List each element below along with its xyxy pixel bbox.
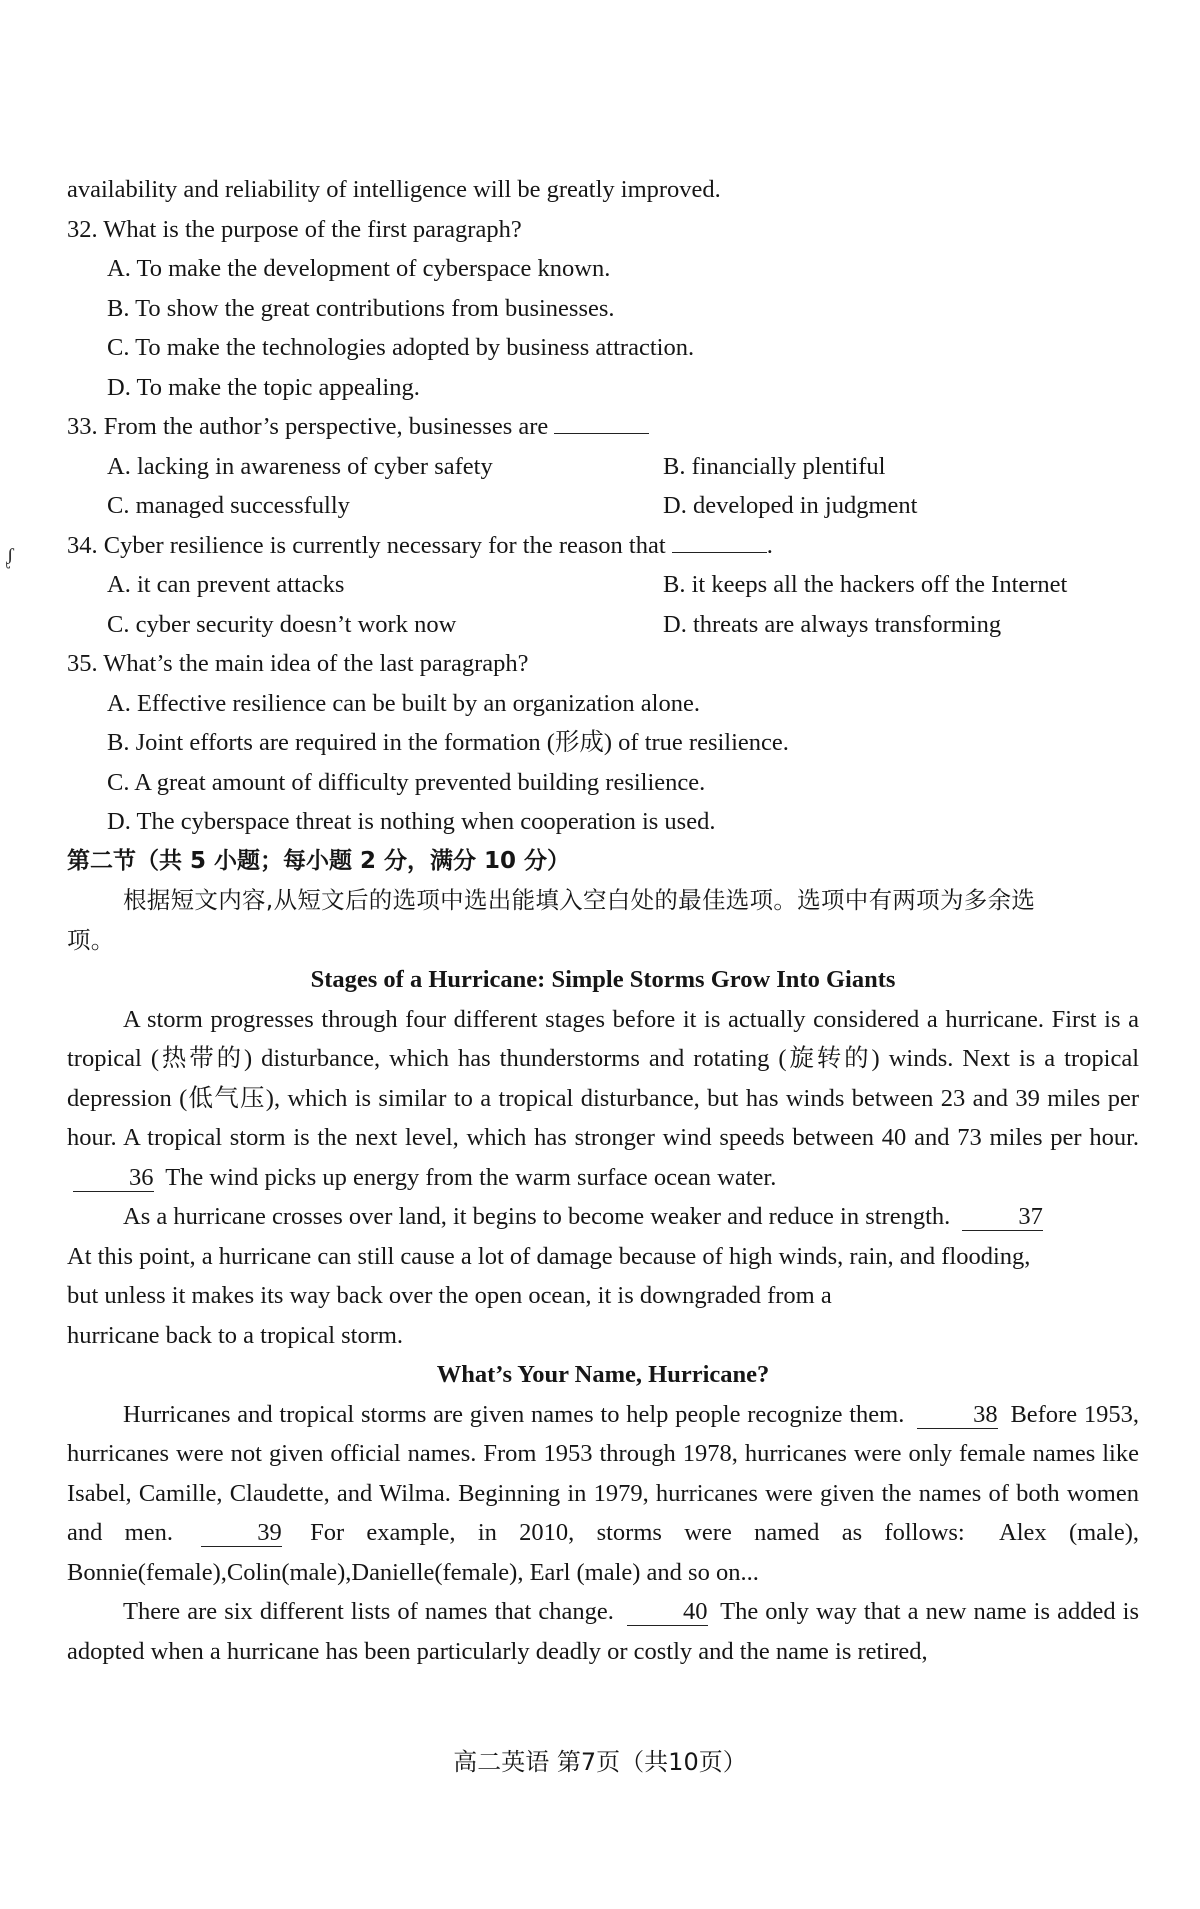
margin-mark: ᶘ	[6, 544, 16, 569]
answer-blank	[672, 528, 767, 553]
instruction-line-1: 根据短文内容,从短文后的选项中选出能填入空白处的最佳选项。选项中有两项为多余选	[123, 886, 1036, 914]
question-33-stem: 33. From the author’s perspective, businesses are	[67, 413, 549, 440]
question-32-option-a: A. To make the development of cyberspace known.	[107, 255, 611, 282]
question-35-stem: 35. What’s the main idea of the last paragraph?	[67, 650, 529, 677]
question-33-option-d: D. developed in judgment	[663, 492, 918, 519]
paragraph-1	[67, 1000, 1139, 1198]
question-34-stem: 34. Cyber resilience is currently necessary for the reason that	[67, 531, 666, 559]
question-33-option-b: B. financially plentiful	[663, 452, 886, 480]
question-34-options-row-2	[67, 605, 1139, 645]
question-32-option-b: B. To show the great contributions from businesses.	[107, 294, 615, 322]
question-34-option-b: B. it keeps all the hackers off the Internet	[663, 571, 1068, 598]
passage-title-stages: Stages of a Hurricane: Simple Storms Grow Into Giants	[310, 966, 896, 993]
question-34	[67, 526, 1139, 566]
answer-blank	[554, 409, 649, 434]
question-32-option-d: D. To make the topic appealing.	[107, 373, 420, 401]
blank-39: 39	[201, 1520, 282, 1547]
paragraph-3-name-list: Alex (male), Bonnie(female),Colin(male),Danielle(female), Earl (male) and so on...	[67, 1519, 1140, 1586]
paragraph-2-text: As a hurricane crosses over land, it begins to become weaker and reduce in strength.	[123, 1203, 951, 1230]
paragraph-3	[67, 1395, 1139, 1593]
previous-passage-last-line: availability and reliability of intelligence will be greatly improved.	[67, 176, 721, 203]
paragraph-2-line-2: At this point, a hurricane can still cause a lot of damage because of high winds, rain, and flooding,	[67, 1242, 1031, 1270]
question-35-option-b: B. Joint efforts are required in the formation (形成) of true resilience.	[107, 729, 789, 756]
passage-title-names: What’s Your Name, Hurricane?	[436, 1361, 770, 1388]
question-35-option-d: D. The cyberspace threat is nothing when cooperation is used.	[107, 808, 716, 835]
section-2-instruction	[67, 881, 1139, 960]
paragraph-3-text: Hurricanes and tropical storms are given names to help people recognize them.	[123, 1400, 905, 1428]
question-33	[67, 407, 1139, 447]
blank-36: 36	[73, 1165, 154, 1192]
question-34-options-row-1	[67, 565, 1139, 605]
instruction-line-2: 项。	[67, 925, 115, 954]
blank-37: 37	[962, 1204, 1043, 1231]
page-footer: 高二英语 第7页（共10页）	[453, 1748, 747, 1776]
blank-40: 40	[627, 1599, 708, 1626]
paragraph-3-text-mid: Before 1953, hurricanes were not given official names. From 1953 through 1978, hurricanes were only female names like Isabel, Camille, Claudette, and Wilma. Beginning in 1979, hurricanes were given the names of both women and men.	[67, 1400, 1139, 1546]
page-content	[67, 170, 1139, 1671]
paragraph-4	[67, 1592, 1139, 1671]
paragraph-1-text: A storm progresses through four different stages before it is actually considered a hurricane. First is a tropical (热带的) disturbance, which has thunderstorms and rotating (旋转的) winds. Next is a tropical depression (低气压), which is similar to a tropical disturbance, but has winds between 23 and 39 miles per hour. A tropical storm is the next level, which has stronger wind speeds between 40 and 73 miles per hour.	[67, 1005, 1139, 1151]
paragraph-2-line-3: but unless it makes its way back over the open ocean, it is downgraded from a	[67, 1282, 832, 1309]
question-33-options-row-1	[67, 447, 1139, 487]
question-32-stem: 32. What is the purpose of the first paragraph?	[67, 215, 522, 243]
question-33-option-a: A. lacking in awareness of cyber safety	[107, 452, 493, 480]
question-35-option-c: C. A great amount of difficulty prevented building resilience.	[107, 768, 706, 796]
question-34-stem-end: .	[766, 531, 773, 559]
paragraph-2-line-4: hurricane back to a tropical storm.	[67, 1321, 404, 1349]
question-35-option-a: A. Effective resilience can be built by an organization alone.	[107, 689, 700, 717]
paragraph-4-text: There are six different lists of names that change.	[123, 1598, 614, 1625]
question-34-option-d: D. threats are always transforming	[663, 610, 1002, 638]
section-2-heading: 第二节（共 5 小题；每小题 2 分，满分 10 分）	[67, 847, 571, 874]
blank-38: 38	[917, 1402, 998, 1429]
paragraph-2	[67, 1197, 1139, 1237]
question-32-option-c: C. To make the technologies adopted by business attraction.	[107, 334, 695, 361]
paragraph-4-text-end: The only way that a new name is added is adopted when a hurricane has been particularly deadly or costly and the name is retired,	[67, 1598, 1140, 1665]
question-34-option-a: A. it can prevent attacks	[107, 571, 345, 598]
question-34-option-c: C. cyber security doesn’t work now	[107, 610, 457, 638]
question-33-options-row-2	[67, 486, 1139, 526]
question-33-option-c: C. managed successfully	[107, 492, 350, 519]
paragraph-1-text-end: The wind picks up energy from the warm surface ocean water.	[165, 1163, 777, 1191]
paragraph-3-text-example: For example, in 2010, storms were named as follows:	[310, 1519, 965, 1546]
